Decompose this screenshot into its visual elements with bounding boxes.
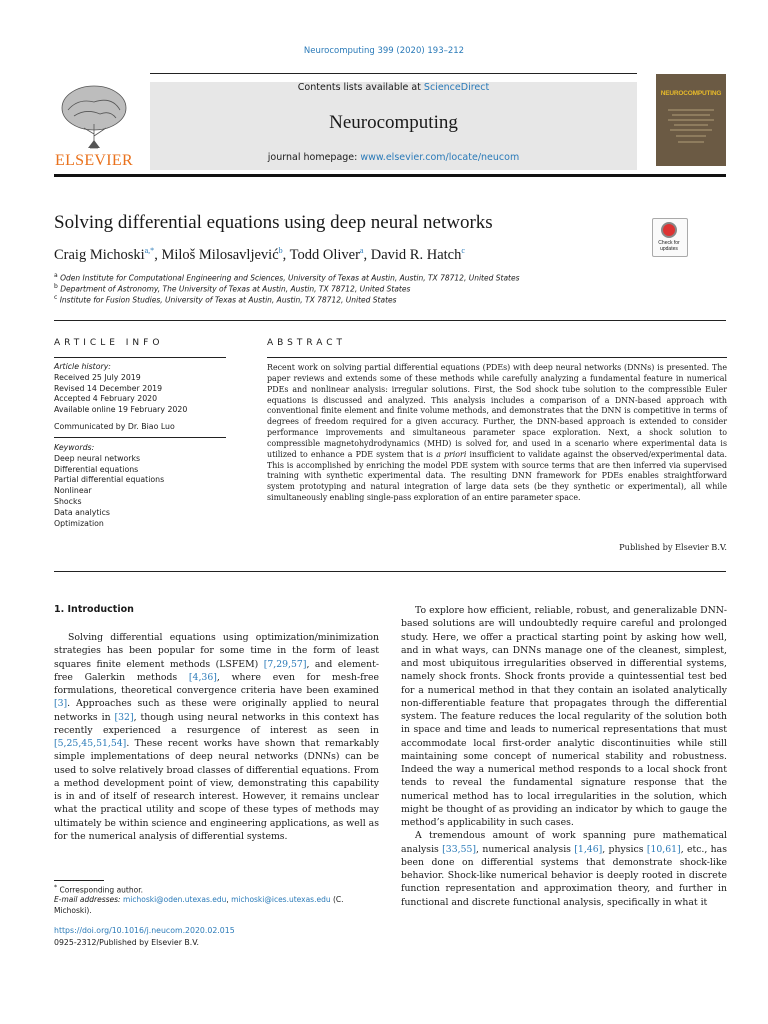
keywords: Keywords: Deep neural networks Differential equations Partial differential equations Nonlinear Shocks Data analytics Optimization	[54, 443, 226, 529]
footnote-rule	[54, 880, 104, 881]
keyword: Partial differential equations	[54, 475, 165, 485]
citation-link[interactable]: [5,25,45,51,54]	[54, 738, 127, 749]
keyword: Data analytics	[54, 507, 110, 517]
left-column	[54, 631, 379, 843]
cover-title: NEUROCOMPUTING	[660, 90, 722, 97]
keyword: Deep neural networks	[54, 453, 141, 463]
communicated-by: Communicated by Dr. Biao Luo	[54, 422, 175, 431]
elsevier-wordmark: ELSEVIER	[55, 152, 133, 169]
paragraph-text: . Approaches such as these were originally applied to neural networks in	[54, 698, 379, 723]
header-thick-rule	[54, 174, 726, 177]
email-link[interactable]: michoski@ices.utexas.edu	[231, 895, 331, 904]
article-history: Article history: Received 25 July 2019 Revised 14 December 2019 Accepted 4 February 2020 Available online 19 February 2020	[54, 362, 188, 415]
paragraph: To explore how efficient, reliable, robust, and generalizable DNN-based solutions are will undoubtedly require careful and prolonged study. Here, we offer a practical starting point by asking how well, and in what ways, can DNNs manage one of the cleanest, simplest, and most ubiquitous irregularities observed in differential systems, namely shock fronts. Shock fronts provide a quintessential test bed for a numerical method in that they contain an isolated analytically non-differentiable feature that propagates through the differential system. The feature reduces the local regularity of the solution both in space and time and leads to numerical representations that must accommodate local first-order analytic discontinuities while still maintaining some concept of numerical stability and robustness. Indeed the way a numerical method responds to a local shock front tends to reveal the fundamental signature response that the numerical method has to local irregularities in the solution, which might be thought of as providing an indicator by which to gauge the method’s applicability in such cases.	[401, 605, 727, 828]
keyword: Shocks	[54, 496, 82, 506]
paragraph-text: , physics	[602, 843, 647, 855]
author-list: Craig Michoski$^{a,*}$, Miloš Milosavljević$^b$, Todd Oliver$^a$, David R. Hatch$^c$	[54, 246, 465, 263]
affiliation: $^a$ Oden Institute for Computational Engineering and Sciences, University of Texas at Austin, Austin, TX 78712, United States	[54, 272, 520, 283]
paragraph	[401, 829, 727, 909]
doi-link[interactable]: https://doi.org/10.1016/j.neucom.2020.02.015	[54, 926, 235, 935]
homepage-link[interactable]: www.elsevier.com/locate/neucom	[360, 152, 520, 163]
article-info-heading: ARTICLE INFO	[54, 338, 164, 348]
citation-link[interactable]: [3]	[54, 698, 68, 710]
header-rule	[150, 73, 637, 74]
cover-decoration	[664, 106, 718, 148]
paragraph-text: , and element-free Galerkin methods	[54, 658, 380, 683]
author-name[interactable]: Todd Oliver	[289, 246, 360, 263]
citation-link[interactable]: [4,36]	[188, 671, 217, 683]
info-rule	[54, 357, 226, 358]
abstract-text: Recent work on solving partial differential equations (PDEs) with deep neural networks (DNNs) is presented. The paper reviews and extends some of these methods while carefully analyzing a fundamental feature in numerical PDEs and nonlinear analysis: irregular solutions. First, the Sod shock tube solution to the compressible Euler equations is discussed and analyzed. This analysis includes a comparison of a DNN-based approach with conventional finite element and finite volume methods, and demonstrates that the DNN is competitive in terms of degrees of freedom required for a given accuracy. Further, the DNN-based approach is extended to consider performance improvements and simultaneous parameter space exploration. Next, a shock solution to compressible magnetohydrodynamics (MHD) is solved for, and used in a scenario where experimental data is utilized to enhance a PDE system that is a priori insufficient to validate against the observed/experimental data. This is accomplished by enriching the model PDE system with source terms that are then inferred via supervised training with synthetic experimental data. The resulting DNN framework for PDEs enables straightforward system prototyping and natural integration of large data sets (be they synthetic or experimental), all while simultaneously enabling single-pass exploration of an entire parameter space.	[267, 363, 728, 503]
article-title: Solving differential equations using deep neural networks	[54, 212, 493, 233]
check-updates-label: Check for updates	[658, 240, 680, 252]
title-rule	[54, 320, 726, 321]
keyword: Optimization	[54, 518, 104, 528]
sciencedirect-link[interactable]: ScienceDirect	[423, 82, 490, 93]
journal-homepage: journal homepage: www.elsevier.com/locate/neucom	[267, 152, 520, 163]
affiliation: $^b$ Department of Astronomy, The University of Texas at Austin, Austin, TX 78712, United States	[54, 283, 411, 294]
paragraph-text: , though using neural networks in this context has recently experienced a resurgence of interest as seen in	[54, 711, 379, 736]
citation-link[interactable]: [32]	[114, 711, 134, 723]
paragraph	[54, 631, 379, 843]
email-link[interactable]: michoski@oden.utexas.edu	[122, 895, 227, 904]
author-name[interactable]: Miloš Milosavljević	[161, 246, 279, 263]
author-name[interactable]: Craig Michoski	[54, 246, 145, 263]
paragraph-text: A tremendous amount of work spanning pure mathematical analysis	[401, 830, 727, 855]
citation-link[interactable]: [33,55]	[442, 843, 477, 855]
citation-link[interactable]: [7,29,57]	[263, 658, 307, 670]
affiliation: $^c$ Institute for Fusion Studies, University of Texas at Austin, Austin, TX 78712, United States	[54, 294, 397, 305]
paragraph-text: Solving differential equations using optimization/minimization strategies has been popular for some time in the form of least squares finite element methods (LSFEM)	[54, 632, 379, 670]
citation-link[interactable]: [1,46]	[574, 843, 603, 855]
paragraph-text: , where even for mesh-free formulations, theoretical convergence criteria have been examined	[54, 671, 379, 696]
info-rule	[54, 437, 226, 438]
keyword: Nonlinear	[54, 486, 92, 496]
paragraph-text: , etc., has been done on differential systems that demonstrate shock-like behavior. Shock-like numerical behavior is deeply rooted in discrete function representation and approximation theory, and further in functional and discrete functional analysis, specifically in what it	[401, 843, 727, 908]
check-updates-icon	[661, 222, 677, 238]
author-name[interactable]: David R. Hatch	[370, 246, 462, 263]
abstract-bottom-rule	[54, 571, 726, 572]
paragraph-text: . These recent works have shown that remarkably simple implementations of deep neural networks (DNNs) can be used to solve relatively broad classes of differential equations. From a method development point of view, demonstrating this capability is in and of itself of research interest. However, it remains unclear what the practical utility and scope of these types of methods may ultimately be within science and engineering applications, as well as for the numerical analysis of differential systems.	[54, 738, 379, 842]
published-by: Published by Elsevier B.V.	[619, 542, 727, 552]
citation-link[interactable]: [10,61]	[646, 843, 681, 855]
right-column	[401, 604, 727, 909]
email-addresses: E-mail addresses: michoski@oden.utexas.edu, michoski@ices.utexas.edu (C. Michoski).	[54, 895, 344, 915]
issn-line: 0925-2312/Published by Elsevier B.V.	[54, 938, 200, 947]
contents-line: Contents lists available at ScienceDirect	[297, 82, 490, 93]
keyword: Differential equations	[54, 464, 139, 474]
abstract-rule	[267, 357, 727, 358]
section-heading: 1. Introduction	[54, 604, 134, 615]
abstract-heading: ABSTRACT	[267, 338, 347, 348]
journal-name: Neurocomputing	[329, 112, 458, 133]
paragraph-text: , numerical analysis	[476, 843, 575, 855]
corresponding-author-note: * Corresponding author.	[54, 884, 143, 895]
journal-citation[interactable]: Neurocomputing 399 (2020) 193–212	[303, 46, 465, 56]
